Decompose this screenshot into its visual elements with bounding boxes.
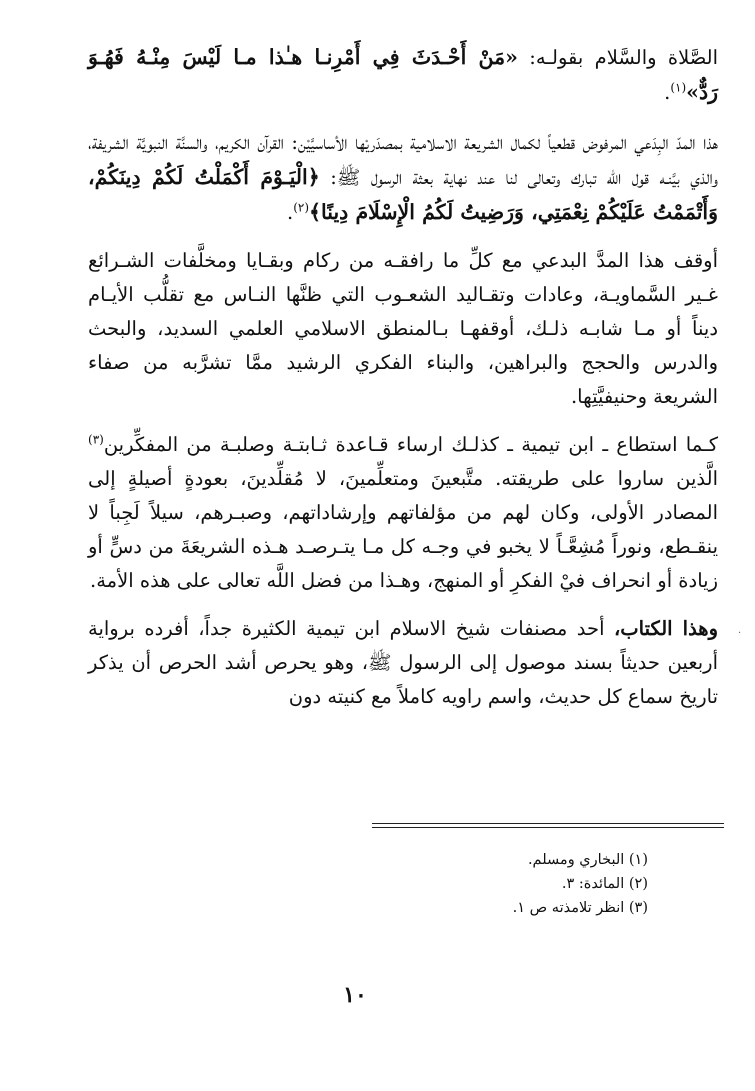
- footnote-1: (١) البخاري ومسلم.: [527, 852, 648, 868]
- footnote-rule-top: [372, 823, 724, 824]
- paragraph-4-text-b: الَّذين ساروا على طريقته. متَّبعينَ ومتعلِّمينَ، لا مُقلِّدينَ، بعودةٍ أصيلةٍ إلى المصادر الأولى، وكان لهم من مؤلفاتهم وإرشاداتهم، وصبـرهم، سيلاً لَجِباً لا ينقـطع، ونوراً مُشِعَّـاً لا يخبو في وجـه كل مـا يتـرصـد هـذه الشريعَةَ من دسٍّ أو زيادة أو انحراف فيْ الفكرِ أو المنهج، وهـذا من فضل اللَّه تعالى على هذه الأمة.: [88, 467, 718, 592]
- footnote-ref-3: (٣): [88, 432, 104, 447]
- paragraph-2: [88, 126, 718, 230]
- paragraph-2-end: .: [287, 201, 294, 224]
- paragraph-2-text: هذا المدّ البِدَعي المرفوض قطعياً لكمال الشريعة الاسلامية بمصدَريْها الأساسيَّيْن: القرآن الكريم، والسنَّة النبويَّة الشريفة، والذي بيَّنـه قول الله تبارك وتعالى لنا عند نهاية بعثة الرسول ﷺ:: [88, 131, 718, 189]
- paragraph-1: [88, 40, 718, 110]
- paragraph-1-end: .: [664, 81, 671, 104]
- page-number: ١٠: [343, 982, 367, 1008]
- paragraph-5-lead: وهذا الكتاب،: [613, 617, 719, 640]
- footnote-2: (٢) المائدة: ٣.: [561, 876, 648, 892]
- footnote-rule-bottom: [372, 827, 724, 828]
- footnotes: [300, 848, 648, 920]
- paragraph-4-text-a: كـما استطاع ـ ابن تيمية ـ كذلـك ارساء قـاعدة ثـابتـة وصلبـة من المفكِّرين: [103, 433, 718, 456]
- hadith-quote: «مَنْ أَحْـدَثَ فِي أَمْرِنـا هـٰذا مـا لَيْسَ مِنْـهُ فَهُـوَ رَدٌّ»: [88, 45, 718, 104]
- paragraph-5: [88, 612, 718, 714]
- footnote-3: (٣) انظر تلامذته ص ١.: [512, 900, 648, 916]
- paragraph-3: أوقف هذا المدَّ البدعي مع كلِّ ما رافقـه من ركام وبقـايا ومخلَّفات الشـرائع غـير السَّماويـة، وعادات وتقـاليد الشعـوب التي ظنَّها النـاس مع تقلُّب الأيـام ديناً أو مـا شابـه ذلـك، أوقفهـا بـالمنطق الاسلامي العلمي السديد، والبحث والدرس والحجج والبراهين، والبناء الفكري الرشيد ممَّا تشرَّبه من صفاء الشريعة وحنيفيَّتِها.: [88, 249, 718, 408]
- margin-speck: ·: [738, 628, 742, 639]
- paragraph-1-lead: الصَّلاة والسَّلام بقولـه:: [517, 46, 719, 69]
- footnote-ref-2: (٢): [293, 200, 310, 215]
- quran-verse: ﴿الْيَـوْمَ أَكْمَلْتُ لَكُمْ دِينَكُمْ، وَأَتْمَمْتُ عَلَيْكُمْ نِعْمَتِي، وَرَضِيتُ لَكُمُ الْإِسْلَامَ دِينًا﴾: [88, 165, 718, 224]
- footnote-ref-1: (١): [670, 80, 687, 95]
- paragraph-5-text: أحد مصنفات شيخ الاسلام ابن تيمية الكثيرة جداً، أفرده برواية أربعين حديثاً بسند موصول إلى الرسول ﷺ، وهو يحرص أشد الحرص أن يذكر تاريخ سماع كل حديث، واسم راويه كاملاً مع كنيته دون: [88, 617, 718, 708]
- paragraph-4: [88, 428, 718, 598]
- body-text: [88, 40, 718, 714]
